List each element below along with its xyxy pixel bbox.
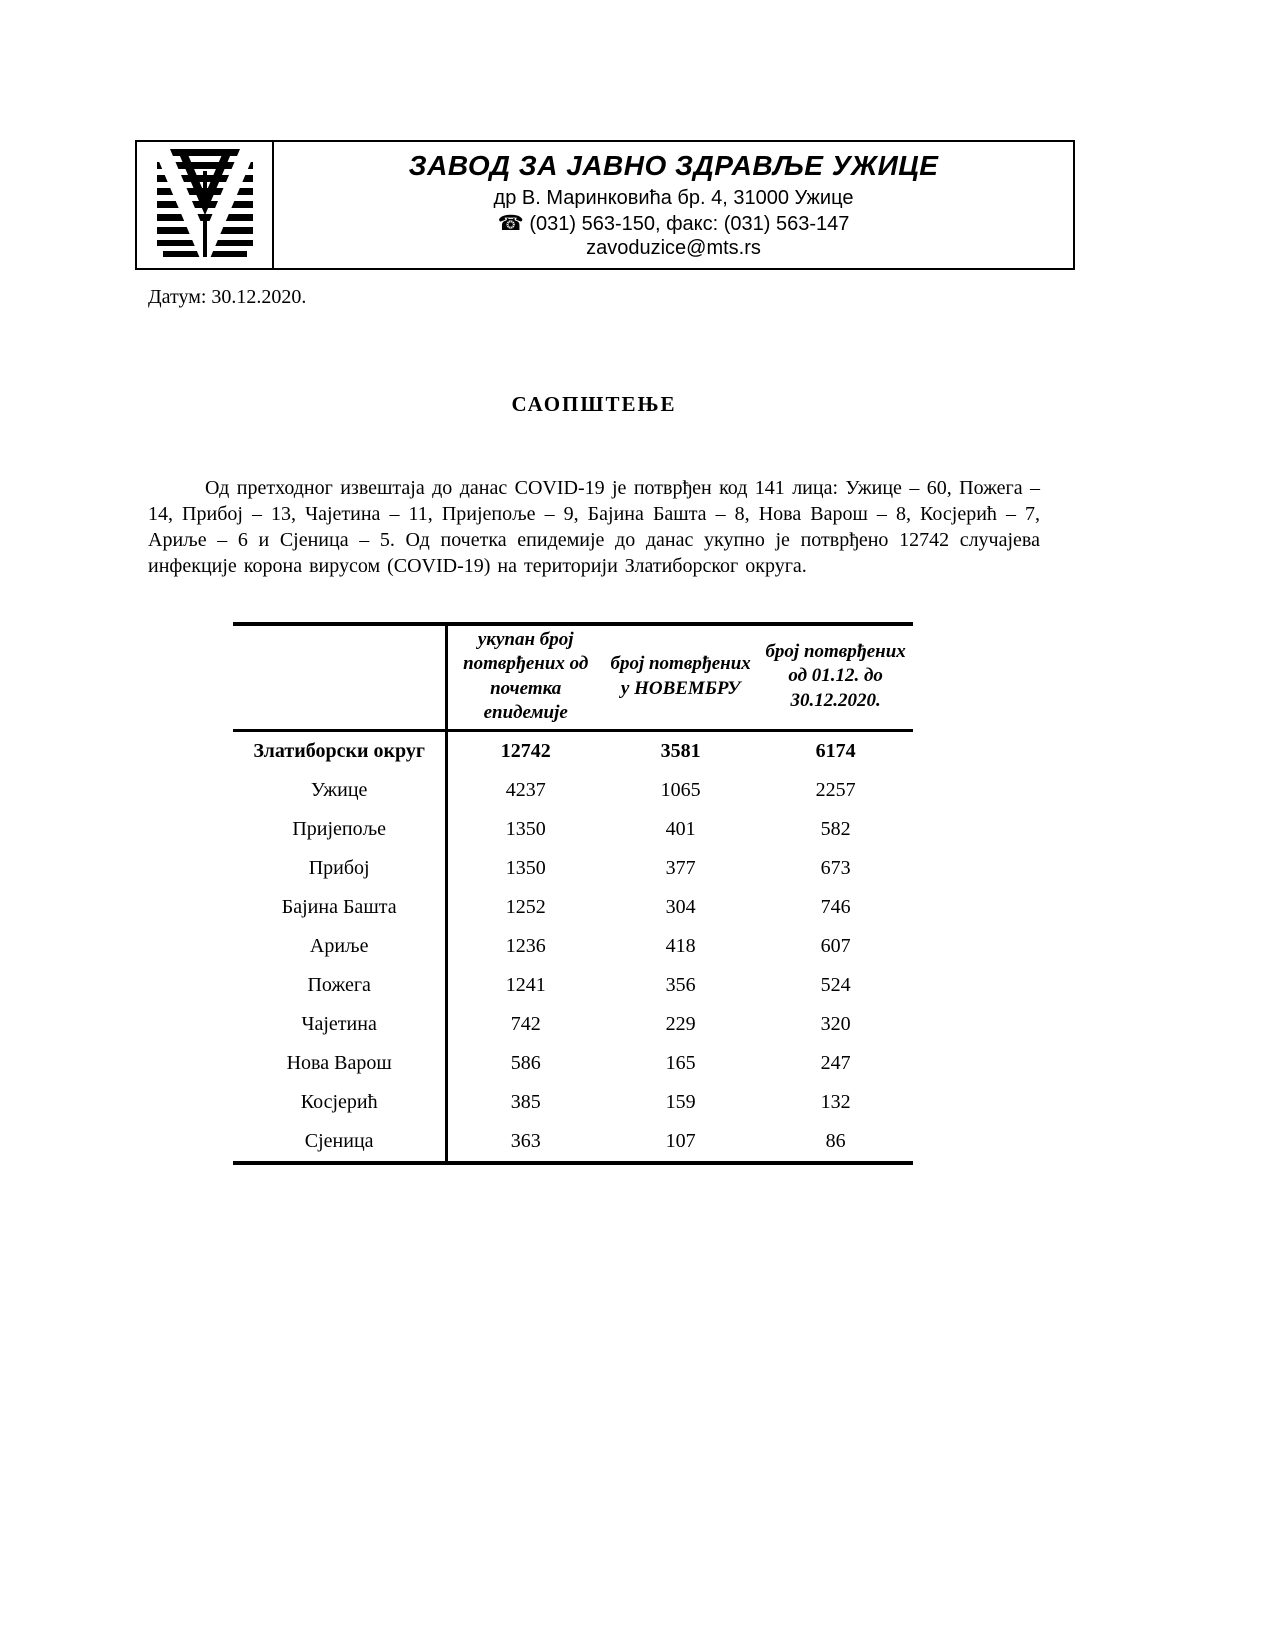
striped-v-logo-icon [153, 147, 257, 268]
row-total: 586 [510, 1052, 541, 1075]
row-december: 582 [820, 818, 851, 841]
row-december: 132 [820, 1091, 851, 1114]
row-december: 6174 [815, 740, 856, 763]
row-name: Нова Варош [233, 1044, 447, 1083]
row-name: Бајина Башта [233, 888, 447, 927]
row-total: 1236 [505, 935, 546, 958]
row-december: 524 [820, 974, 851, 997]
row-name: Косјерић [233, 1083, 447, 1122]
row-november: 377 [665, 857, 696, 880]
row-total: 742 [510, 1013, 541, 1036]
row-name: Ариље [233, 927, 447, 966]
org-email: zavoduzice@mts.rs [586, 237, 761, 260]
header-november: број потврђених у НОВЕМБРУ [603, 624, 758, 731]
table-row [233, 1005, 913, 1044]
row-name: Сјеница [233, 1122, 447, 1163]
table-row [233, 888, 913, 927]
date-line: Датум: 30.12.2020. [148, 286, 307, 308]
body-paragraph: Од претходног извештаја до данас COVID-19 је потврђен код 141 лица: Ужице – 60, Пожега – 14, Прибој – 13, Чајетина – 11, Пријепоље – 9, Бајина Башта – 8, Нова Варош – 8, Косјерић – 7, Ариље – 6 и Сјеница – 5. Од почетка епидемије до данас укупно је потврђено 12742 случајева инфекције корона вирусом (COVID-19) на територији Златиборског округа. [148, 477, 1040, 577]
row-total: 363 [510, 1130, 541, 1153]
row-november: 401 [665, 818, 696, 841]
org-name: ЗАВОД ЗА ЈАВНО ЗДРАВЉЕ УЖИЦЕ [408, 150, 939, 181]
row-december: 746 [820, 896, 851, 919]
header-empty-cell [233, 624, 447, 731]
org-address: др В. Маринковића бр. 4, 31000 Ужице [493, 187, 854, 210]
row-november: 165 [665, 1052, 696, 1075]
row-november: 356 [665, 974, 696, 997]
table-row [233, 927, 913, 966]
table-header-row [233, 624, 913, 731]
letterhead-info [274, 142, 1073, 268]
row-total: 1350 [505, 857, 546, 880]
row-november: 1065 [660, 779, 701, 802]
row-december: 607 [820, 935, 851, 958]
row-total: 12742 [500, 740, 551, 763]
row-november: 304 [665, 896, 696, 919]
table-row [233, 810, 913, 849]
cases-table [233, 622, 913, 1165]
org-phone: (031) 563-150, факс: (031) 563-147 [529, 212, 850, 235]
row-total: 1241 [505, 974, 546, 997]
row-november: 418 [665, 935, 696, 958]
phone-icon: ☎ [497, 211, 524, 235]
table-row [233, 966, 913, 1005]
row-total: 1350 [505, 818, 546, 841]
table-row [233, 1044, 913, 1083]
row-name: Ужице [233, 771, 447, 810]
table-row [233, 771, 913, 810]
row-total: 385 [510, 1091, 541, 1114]
row-name: Прибој [233, 849, 447, 888]
header-total-since-start: укупан број потврђених од почетка епидемије [447, 624, 603, 731]
table-row [233, 849, 913, 888]
table-row [233, 1083, 913, 1122]
org-logo-cell [137, 142, 274, 268]
header-december: број потврђених од 01.12. до 30.12.2020. [758, 624, 913, 731]
row-november: 229 [665, 1013, 696, 1036]
table-row [233, 731, 913, 772]
row-name: Чајетина [233, 1005, 447, 1044]
row-name: Пријепоље [233, 810, 447, 849]
row-november: 107 [665, 1130, 696, 1153]
row-december: 86 [825, 1130, 846, 1153]
row-december: 2257 [815, 779, 856, 802]
row-november: 3581 [660, 740, 701, 763]
row-total: 4237 [505, 779, 546, 802]
row-name: Пожега [233, 966, 447, 1005]
letterhead-box [135, 140, 1075, 270]
document-title: САОПШТЕЊЕ [511, 392, 677, 416]
org-phone-line [274, 211, 1073, 237]
row-november: 159 [665, 1091, 696, 1114]
row-december: 247 [820, 1052, 851, 1075]
table-row [233, 1122, 913, 1163]
row-december: 673 [820, 857, 851, 880]
row-december: 320 [820, 1013, 851, 1036]
row-name: Златиборски округ [233, 731, 447, 772]
row-total: 1252 [505, 896, 546, 919]
